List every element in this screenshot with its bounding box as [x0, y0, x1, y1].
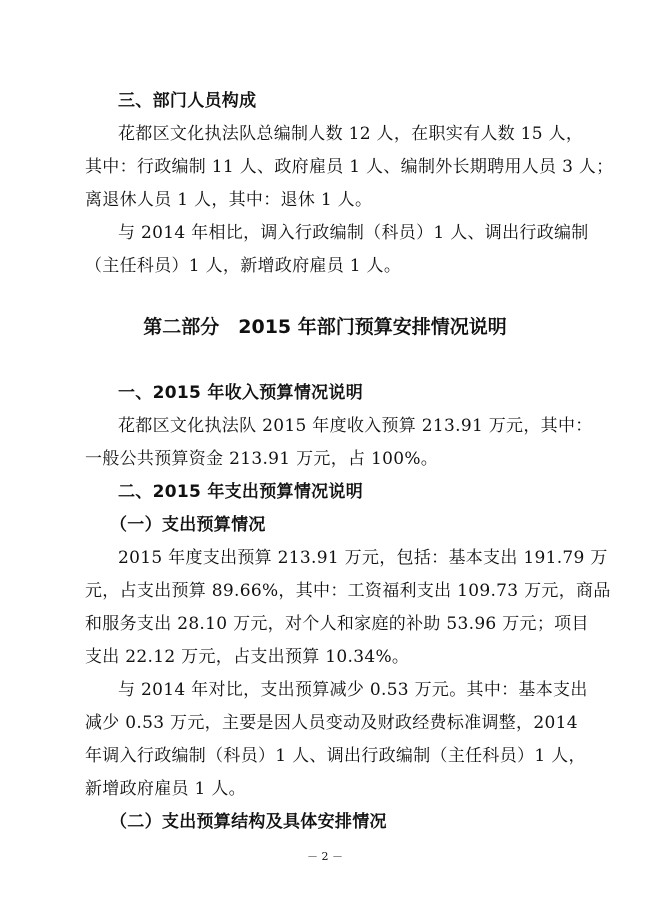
section3-heading: 三、部门人员构成 — [118, 91, 257, 111]
section3-paragraph1-line3: 离退休人员 1 人，其中：退休 1 人。 — [85, 190, 373, 210]
income-line2: 一般公共预算资金 213.91 万元，占 100%。 — [85, 449, 439, 469]
expense-sub1-p1-line2: 元，占支出预算 89.66%，其中：工资福利支出 109.73 万元，商品 — [85, 581, 611, 601]
expense-sub1-p2-line4: 新增政府雇员 1 人。 — [85, 779, 246, 799]
income-line1: 花都区文化执法队 2015 年度收入预算 213.91 万元，其中： — [118, 416, 593, 436]
section3-paragraph1-line2: 其中：行政编制 11 人、政府雇员 1 人、编制外长期聘用人员 3 人； — [85, 157, 614, 177]
expense-sub1-p1-line1: 2015 年度支出预算 213.91 万元，包括：基本支出 191.79 万 — [118, 548, 608, 568]
section3-paragraph2-line1: 与 2014 年相比，调入行政编制（科员）1 人、调出行政编制 — [118, 223, 589, 243]
expense-sub1-p2-line3: 年调入行政编制（科员）1 人、调出行政编制（主任科员）1 人， — [85, 746, 586, 766]
expense-heading: 二、2015 年支出预算情况说明 — [118, 482, 364, 502]
section3-paragraph2-line2: （主任科员）1 人，新增政府雇员 1 人。 — [85, 256, 402, 276]
expense-sub1-p2-line1: 与 2014 年对比，支出预算减少 0.53 万元。其中：基本支出 — [118, 680, 588, 700]
part2-heading: 第二部分 2015 年部门预算安排情况说明 — [143, 316, 507, 338]
expense-sub2-heading: （二）支出预算结构及具体安排情况 — [110, 812, 387, 832]
expense-sub1-p2-line2: 减少 0.53 万元，主要是因人员变动及财政经费标准调整，2014 — [85, 713, 578, 733]
expense-sub1-p1-line4: 支出 22.12 万元，占支出预算 10.34%。 — [85, 647, 410, 667]
expense-sub1-heading: （一）支出预算情况 — [110, 515, 266, 535]
page-number: － 2 － — [307, 850, 343, 863]
expense-sub1-p1-line3: 和服务支出 28.10 万元，对个人和家庭的补助 53.96 万元；项目 — [85, 614, 589, 634]
income-heading: 一、2015 年收入预算情况说明 — [118, 383, 364, 403]
section3-paragraph1-line1: 花都区文化执法队总编制人数 12 人，在职实有人数 15 人， — [118, 124, 584, 144]
